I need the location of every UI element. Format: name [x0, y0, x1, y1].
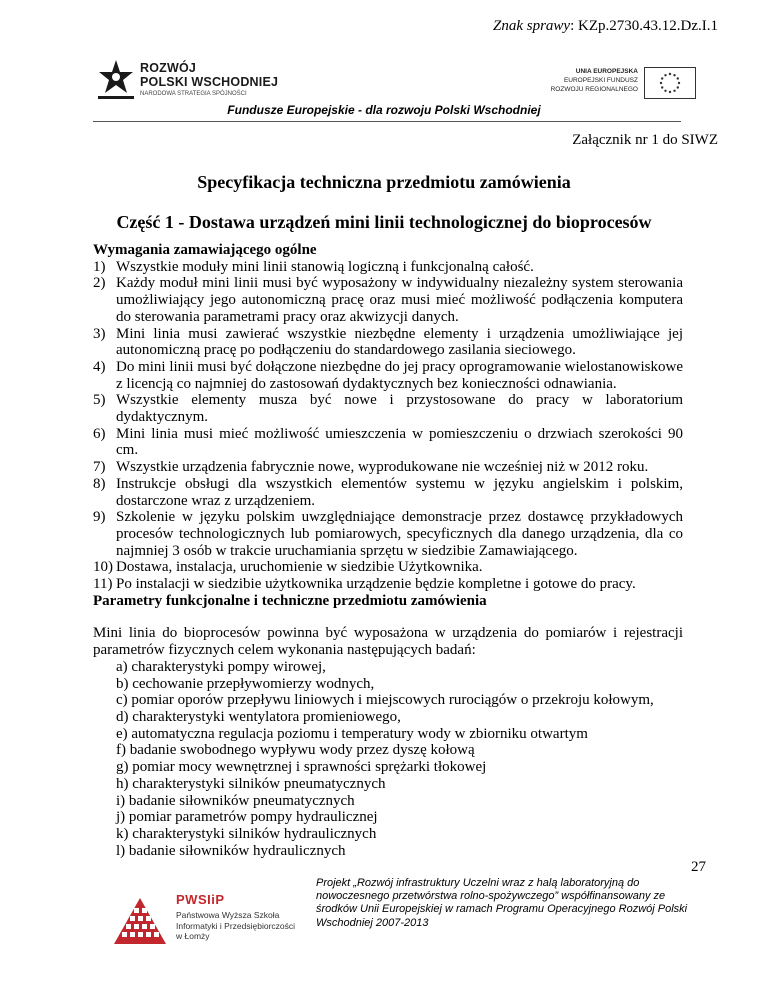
- pwsiip-line-1: Państwowa Wyższa Szkoła: [176, 910, 280, 920]
- functional-parameters-heading: Parametry funkcjonalne i techniczne przedmiotu zamówienia: [93, 592, 487, 609]
- list-item: [93, 359, 683, 392]
- item-number: 3): [93, 325, 106, 342]
- list-item: [93, 576, 683, 593]
- eu-line-1: UNIA EUROPEJSKA: [575, 68, 638, 75]
- item-text: Dostawa, instalacja, uruchomienie w siedzibie Użytkownika.: [116, 559, 483, 576]
- item-text: Wszystkie elementy musza być nowe i przystosowane do pracy w laboratorium dydaktycznym.: [116, 392, 683, 426]
- item-text: Wszystkie moduły mini linii stanowią logiczną i funkcjonalną całość.: [116, 258, 534, 275]
- item-number: 6): [93, 425, 106, 442]
- logo-line-3: NARODOWA STRATEGIA SPÓJNOŚCI: [140, 91, 247, 97]
- item-text: Wszystkie urządzenia fabrycznie nowe, wyprodukowane nie wcześniej niż w 2012 roku.: [116, 459, 649, 476]
- eu-flag-icon: [644, 67, 696, 99]
- list-item: [93, 259, 683, 276]
- item-number: 2): [93, 275, 106, 292]
- case-number: [493, 18, 718, 35]
- page-subtitle: Część 1 - Dostawa urządzeń mini linii technologicznej do bioprocesów: [116, 212, 652, 232]
- project-footer-text: Projekt „Rozwój infrastruktury Uczelni wraz z halą laboratoryjną do nowoczesnego przetwórstwa rolno-spożywczego” współfinansowany ze środków Unii Europejskiej w ramach Programu Operacyjnego Rozwój Polski Wschodniej 2007-2013: [316, 877, 688, 929]
- list-item: h) charakterystyki silników pneumatycznych: [116, 775, 386, 792]
- eu-logo: [528, 67, 700, 101]
- logo-line-2: POLSKI WSCHODNIEJ: [140, 75, 279, 89]
- list-item: j) pomiar parametrów pompy hydraulicznej: [116, 809, 378, 826]
- eu-logo-text: [551, 67, 638, 94]
- slogan: Fundusze Europejskie - dla rozwoju Polski Wschodniej: [227, 103, 541, 117]
- annex-label: Załącznik nr 1 do SIWZ: [572, 132, 718, 148]
- list-item: c) pomiar oporów przepływu liniowych i miejscowych rurociągów o przekroju kołowym,: [116, 692, 654, 709]
- header-divider: [93, 121, 681, 122]
- item-text: Szkolenie w języku polskim uwzględniające demonstracje przez dostawcę przykładowych procesów technologicznych lub pomiarowych, specyficznych dla danego urządzenia, dla co najmniej 3 osób w trakcie uruchamiania sprzętu w siedzibie Zamawiającego.: [116, 509, 683, 559]
- list-item: k) charakterystyki silników hydraulicznych: [116, 825, 377, 842]
- general-requirements-heading: Wymagania zamawiającego ogólne: [93, 242, 317, 258]
- item-number: 11): [93, 576, 113, 593]
- item-number: 10): [93, 559, 113, 576]
- university-building-icon: [110, 894, 170, 946]
- page-number: 27: [691, 859, 706, 875]
- rozwoj-polski-wschodniej-logo: [96, 58, 279, 104]
- list-item: a) charakterystyki pompy wirowej,: [116, 658, 326, 675]
- list-item: [93, 326, 683, 359]
- case-number-value: : KZp.2730.43.12.Dz.I.1: [570, 18, 718, 34]
- pwsiip-line-2: Informatyki i Przedsiębiorczości: [176, 920, 296, 931]
- item-number: 7): [93, 459, 106, 476]
- list-item: [93, 476, 683, 509]
- item-number: 9): [93, 509, 106, 526]
- item-number: 8): [93, 475, 106, 492]
- list-item: l) badanie siłowników hydraulicznych: [116, 842, 346, 859]
- item-text: Mini linia musi mieć możliwość umieszczenia w pomieszczeniu o drzwiach szerokości 90 cm.: [116, 425, 683, 459]
- list-item: d) charakterystyki wentylatora promieniowego,: [116, 708, 401, 725]
- eu-line-2: EUROPEJSKI FUNDUSZ: [563, 77, 638, 84]
- list-item: i) badanie siłowników pneumatycznych: [116, 792, 355, 809]
- item-number: 4): [93, 358, 106, 375]
- pwsiip-name: PWSIiP: [176, 892, 225, 907]
- list-item: [93, 392, 683, 425]
- list-item: [93, 559, 683, 576]
- item-number: 5): [93, 392, 106, 409]
- logo-line-1: ROZWÓJ: [140, 61, 197, 75]
- item-text: Do mini linii musi być dołączone niezbędne do jej pracy oprogramowanie wielostanowiskowe z licencją co najmniej do zastosowań dydaktycznych bez konieczności odnawiania.: [116, 358, 683, 392]
- item-number: 1): [93, 258, 106, 275]
- functional-intro: Mini linia do bioprocesów powinna być wyposażona w urządzenia do pomiarów i rejestracji parametrów fizycznych celem wykonania następujących badań:: [93, 625, 683, 659]
- item-text: Po instalacji w siedzibie użytkownika urządzenie będzie kompletne i gotowe do pracy.: [116, 576, 636, 593]
- main-content: [93, 242, 683, 859]
- general-requirements-list: [93, 259, 683, 593]
- pwsiip-logo: [110, 888, 300, 950]
- tests-list: [93, 659, 683, 859]
- case-number-label: Znak sprawy: [493, 18, 571, 34]
- pwsiip-full-name: [176, 910, 295, 942]
- list-item: [93, 426, 683, 459]
- list-item: g) pomiar mocy wewnętrznej i sprawności sprężarki tłokowej: [116, 759, 487, 776]
- item-text: Mini linia musi zawierać wszystkie niezbędne elementy i urządzenia umożliwiające jej autonomiczną pracę po podłączeniu do standardowego zasilania sieciowego.: [116, 325, 683, 359]
- list-item: [93, 509, 683, 559]
- item-text: Instrukcje obsługi dla wszystkich elementów systemu w języku angielskim i polskim, dostarczone wraz z urządzeniem.: [116, 475, 683, 509]
- list-item: f) badanie swobodnego wypływu wody przez dyszę kołową: [116, 742, 475, 759]
- list-item: e) automatyczna regulacja poziomu i temperatury wody w zbiorniku otwartym: [116, 725, 588, 742]
- list-item: [93, 275, 683, 325]
- eu-line-3: ROZWOJU REGIONALNEGO: [550, 86, 638, 93]
- list-item: b) cechowanie przepływomierzy wodnych,: [116, 675, 375, 692]
- list-item: [93, 459, 683, 476]
- item-text: Każdy moduł mini linii musi być wyposażony w indywidualny niezależny system sterowania umożliwiający jego autonomiczną pracę oraz musi mieć możliwość podłączenia komputera do sterowania parametrami pracy oraz akwizycji danych.: [116, 275, 683, 325]
- eastern-poland-star-icon: [96, 58, 136, 102]
- page-title: Specyfikacja techniczna przedmiotu zamówienia: [197, 172, 571, 192]
- pwsiip-line-3: w Łomży: [176, 931, 210, 941]
